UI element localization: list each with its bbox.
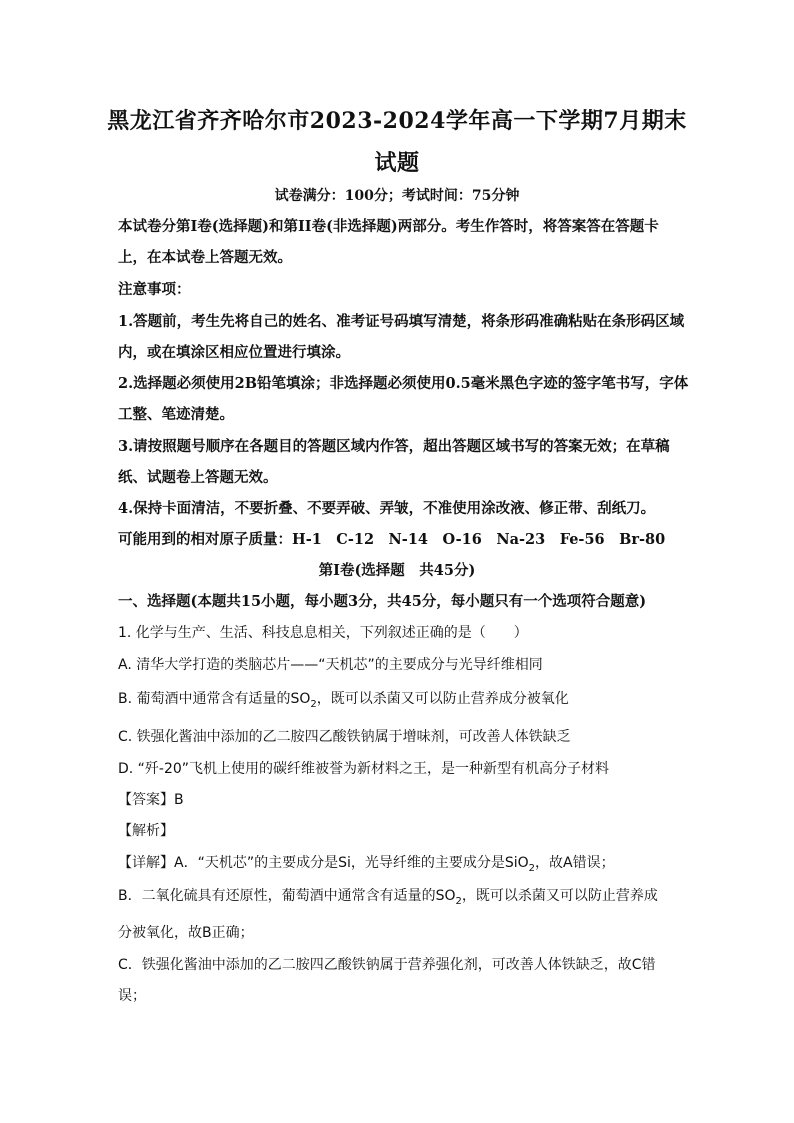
note-line: 工整、笔迹清楚。 <box>118 406 234 423</box>
detail-line-c1: C．铁强化酱油中添加的乙二胺四乙酸铁钠属于营养强化剂，可改善人体铁缺乏，故C错 <box>118 957 656 973</box>
note-line: 1.答题前，考生先将自己的姓名、准考证号码填写清楚，将条形码准确粘贴在条形码区域 <box>118 313 685 330</box>
atomic-masses: 可能用到的相对原子质量：H-1 C-12 N-14 O-16 Na-23 Fe-56 Br-80 <box>118 531 666 548</box>
section-title: 第I卷(选择题 共45分) <box>318 562 476 579</box>
note-line: 2.选择题必须使用2B铅笔填涂；非选择题必须使用0.5毫米黑色字迹的签字笔书写，字体 <box>118 375 689 392</box>
detail-text: 【详解】A．“天机芯”的主要成分是Si，光导纤维的主要成分是SiO <box>118 855 529 871</box>
detail-text-end: ，故A错误； <box>535 855 615 871</box>
intro-line-1: 本试卷分第I卷(选择题)和第II卷(非选择题)两部分。考生作答时，将答案答在答题卡 <box>118 218 659 235</box>
detail-line-a <box>118 855 678 875</box>
detail-line-c2: 误； <box>118 988 146 1004</box>
option-d: D. “歼-20”飞机上使用的碳纤维被誉为新材料之王，是一种新型有机高分子材料 <box>118 761 610 777</box>
detail-line-b2: 分被氧化，故B正确； <box>118 925 254 941</box>
subscript: 2 <box>455 895 462 907</box>
option-b <box>118 691 678 711</box>
notes-heading: 注意事项： <box>118 281 191 298</box>
option-b-text: B. 葡萄酒中通常含有适量的SO <box>118 691 311 707</box>
detail-text: B．二氧化硫具有还原性，葡萄酒中通常含有适量的SO <box>118 888 456 904</box>
note-line: 4.保持卡面清洁，不要折叠、不要弄破、弄皱，不准使用涂改液、修正带、刮纸刀。 <box>118 500 656 517</box>
analysis-heading: 【解析】 <box>118 823 174 839</box>
option-a: A. 清华大学打造的类脑芯片——“天机芯”的主要成分与光导纤维相同 <box>118 657 543 673</box>
detail-line-b1 <box>118 888 678 908</box>
intro-line-2: 上，在本试卷上答题无效。 <box>118 249 292 266</box>
option-c: C. 铁强化酱油中添加的乙二胺四乙酸铁钠属于增味剂，可改善人体铁缺乏 <box>118 729 571 745</box>
section-instruction: 一、选择题(本题共15小题，每小题3分，共45分，每小题只有一个选项符合题意) <box>118 593 647 610</box>
page-title-line1: 黑龙江省齐齐哈尔市2023-2024学年高一下学期7月期末 <box>107 108 687 134</box>
note-line: 内，或在填涂区相应位置进行填涂。 <box>118 344 350 361</box>
page-title-line2: 试题 <box>374 150 420 176</box>
question-stem: 1. 化学与生产、生活、科技息息相关，下列叙述正确的是（ ） <box>118 625 528 641</box>
note-line: 3.请按照题号顺序在各题目的答题区域内作答，超出答题区域书写的答案无效；在草稿 <box>118 438 670 455</box>
answer: 【答案】B <box>118 792 184 808</box>
subscript: 2 <box>528 862 536 874</box>
detail-text-end: ，既可以杀菌又可以防止营养成 <box>461 888 658 904</box>
exam-info: 试卷满分：100分；考试时间：75分钟 <box>274 188 520 204</box>
subscript: 2 <box>310 698 317 710</box>
option-b-text-end: ，既可以杀菌又可以防止营养成分被氧化 <box>316 691 569 707</box>
note-line: 纸、试题卷上答题无效。 <box>118 469 278 486</box>
